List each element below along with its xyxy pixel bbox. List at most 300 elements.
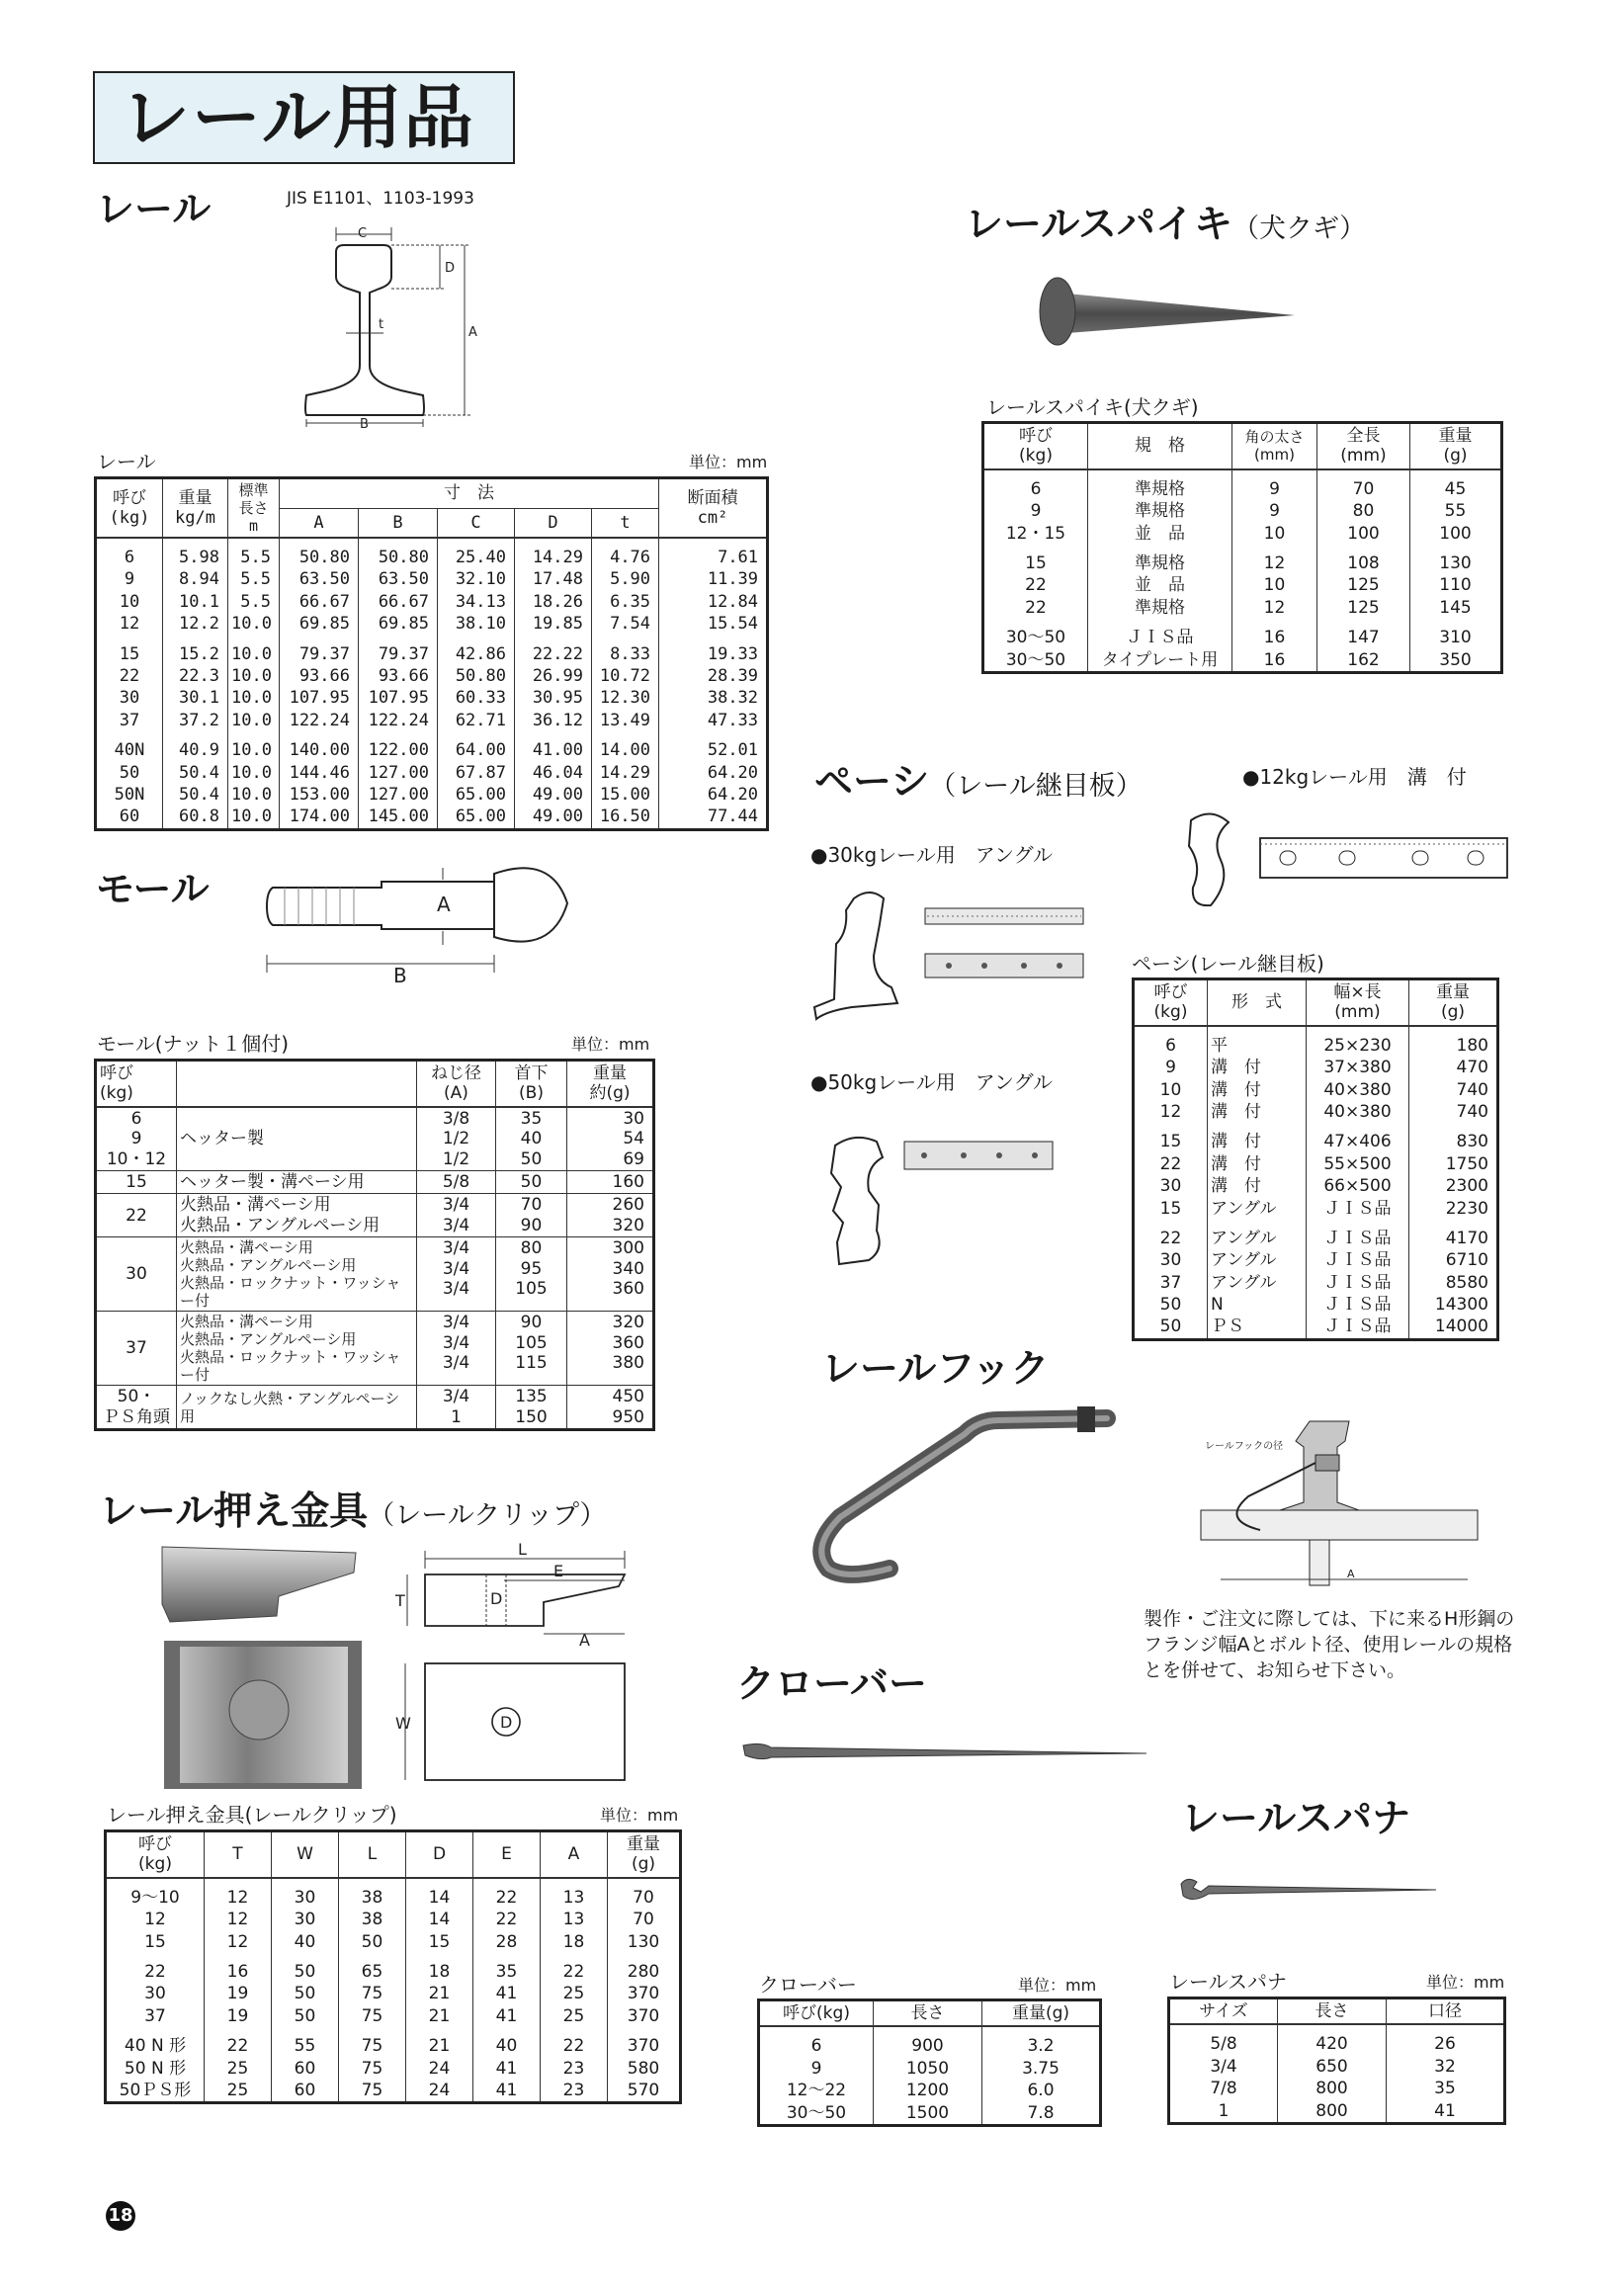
rail-standard: JIS E1101、1103-1993 — [287, 189, 474, 209]
cell-weight: 130 — [608, 1931, 681, 1953]
cell-length: 162 — [1317, 649, 1410, 673]
cell-nominal: 15 — [96, 1170, 177, 1193]
cell-weight: 5.98 — [163, 538, 228, 568]
mole-th-desc — [177, 1061, 417, 1107]
cell-weight: 60.8 — [163, 806, 228, 829]
cell-area: 77.44 — [659, 806, 768, 829]
cell-a: 93.66 — [280, 665, 359, 687]
cell-desc: ヘッター製・溝ペーシ用 — [177, 1170, 417, 1193]
rail-dim-a: A — [468, 325, 477, 340]
table-row — [96, 613, 768, 635]
cell-l: 38 — [339, 1909, 406, 1930]
mole-bolt-shape — [267, 882, 494, 929]
cell-w: 40 — [272, 1931, 339, 1953]
cell-weight: 470 — [1409, 1057, 1498, 1078]
mole-table-caption: モール(ナット１個付) — [97, 1032, 290, 1056]
cell-t: 25 — [205, 2080, 272, 2103]
spanner-th-size: サイズ — [1169, 1998, 1278, 2025]
clip-dim-l: L — [518, 1540, 527, 1559]
mole-th-nominal: 呼び (kg) — [96, 1061, 177, 1107]
cell-thickness: 9 — [1232, 469, 1317, 500]
cell-a: 22 — [541, 2027, 608, 2057]
cell-nominal: 50 — [96, 762, 163, 784]
cell-l: 65 — [339, 1953, 406, 1983]
table-row — [96, 710, 768, 731]
cell-size: 47×406 — [1307, 1123, 1409, 1152]
cell-weight: 3.2 — [982, 2026, 1101, 2057]
cell-weight: 100 — [1410, 523, 1502, 545]
cell-c: 38.10 — [438, 613, 515, 635]
cell-size: 25×230 — [1307, 1026, 1409, 1057]
table-row — [96, 665, 768, 687]
table-row — [96, 784, 768, 806]
cell-desc: ノックなし火熱・アングルペーシ用 — [177, 1386, 417, 1430]
cell-length: 5.5 — [228, 568, 280, 590]
crowbar-th-nominal: 呼び(kg) — [759, 2000, 874, 2027]
cell-b: 66.67 — [359, 591, 438, 613]
rail-dim-c: C — [358, 226, 368, 241]
rail-dim-b: B — [360, 417, 369, 432]
cell-weight: 300 340 360 — [567, 1237, 654, 1312]
clip-dim-w: W — [395, 1714, 411, 1733]
cell-nominal: 50ＰＳ形 — [106, 2080, 205, 2103]
hook-diagram-label-a: A — [1347, 1568, 1355, 1580]
cell-length: 10.0 — [228, 806, 280, 829]
cell-weight: 370 — [608, 2027, 681, 2057]
fishplate-label-50kg: ●50kgレール用 アングル — [810, 1070, 1053, 1094]
cell-d: 22.22 — [515, 636, 592, 665]
cell-length: 10.0 — [228, 784, 280, 806]
cell-t: 7.54 — [592, 613, 659, 635]
spike-table — [981, 421, 1503, 674]
table-row — [1134, 1198, 1498, 1220]
crowbar-th-weight: 重量(g) — [982, 2000, 1101, 2027]
crowbar-photo — [741, 1740, 1156, 1763]
cell-nominal: 30 — [96, 687, 163, 709]
cell-length: 10.0 — [228, 710, 280, 731]
table-row — [106, 2080, 681, 2103]
cell-d: 18 — [406, 1953, 473, 1983]
cell-type: 溝 付 — [1208, 1175, 1307, 1197]
cell-e: 40 — [473, 2027, 541, 2057]
clip-th-a: A — [541, 1831, 608, 1878]
cell-size: ＪＩＳ品 — [1307, 1294, 1409, 1316]
table-row — [106, 2058, 681, 2080]
table-row — [96, 1170, 654, 1193]
cell-b: 127.00 — [359, 784, 438, 806]
cell-b: 122.00 — [359, 731, 438, 761]
cell-nominal: 6 — [759, 2026, 874, 2057]
cell-type: アングル — [1208, 1198, 1307, 1220]
cell-nominal: 40 N 形 — [106, 2027, 205, 2057]
cell-standard: 並 品 — [1088, 574, 1232, 596]
table-row — [96, 591, 768, 613]
cell-area: 64.20 — [659, 762, 768, 784]
rail-table-unit: 単位：mm — [689, 453, 768, 471]
fishplate-30kg-drawing — [808, 885, 1095, 1023]
cell-thread: 3/4 3/4 3/4 — [417, 1237, 496, 1312]
cell-length: 90 105 115 — [496, 1312, 567, 1386]
cell-weight: 260 320 — [567, 1194, 654, 1237]
cell-a: 22 — [541, 1953, 608, 1983]
cell-length: 800 — [1278, 2078, 1387, 2099]
cell-c: 25.40 — [438, 538, 515, 568]
cell-nominal: 22 — [96, 665, 163, 687]
table-row — [983, 574, 1502, 596]
cell-d: 26.99 — [515, 665, 592, 687]
cell-weight: 130 — [1410, 545, 1502, 574]
clip-th-t: T — [205, 1831, 272, 1878]
cell-nominal: 9 — [1134, 1057, 1208, 1078]
cell-desc: ヘッター製 — [177, 1107, 417, 1171]
cell-nominal: 22 — [1134, 1153, 1208, 1175]
table-row — [106, 1953, 681, 1983]
table-row — [96, 1386, 654, 1430]
cell-c: 32.10 — [438, 568, 515, 590]
spike-th-nominal: 呼び (kg) — [983, 423, 1088, 469]
table-row — [983, 597, 1502, 619]
cell-nominal: 50 — [1134, 1294, 1208, 1316]
cell-nominal: 15 — [106, 1931, 205, 1953]
cell-nominal: 9 — [983, 500, 1088, 522]
cell-e: 28 — [473, 1931, 541, 1953]
cell-b: 50.80 — [359, 538, 438, 568]
hook-diagram-label: レールフックの径 — [1205, 1441, 1284, 1452]
mole-dim-b: B — [393, 964, 407, 987]
cell-nominal: 37 — [106, 2005, 205, 2027]
cell-area: 15.54 — [659, 613, 768, 635]
cell-e: 41 — [473, 1983, 541, 2004]
rail-th-t: t — [592, 508, 659, 538]
cell-t: 12 — [205, 1878, 272, 1909]
cell-type: 溝 付 — [1208, 1153, 1307, 1175]
spike-heading — [965, 203, 1367, 247]
spike-th-length: 全長 (mm) — [1317, 423, 1410, 469]
table-row — [96, 687, 768, 709]
cell-nominal: 22 — [1134, 1220, 1208, 1249]
cell-b: 127.00 — [359, 762, 438, 784]
cell-standard: 並 品 — [1088, 523, 1232, 545]
clip-photo-top — [164, 1641, 362, 1789]
cell-area: 64.20 — [659, 784, 768, 806]
clip-heading-sub: （レールクリップ） — [368, 1500, 607, 1531]
cell-size: ＪＩＳ品 — [1307, 1316, 1409, 1339]
cell-a: 107.95 — [280, 687, 359, 709]
cell-t: 22 — [205, 2027, 272, 2057]
cell-weight: 50.4 — [163, 784, 228, 806]
mole-th-weight: 重量 約(g) — [567, 1061, 654, 1107]
rail-th-b: B — [359, 508, 438, 538]
cell-nominal: 6 — [1134, 1026, 1208, 1057]
cell-diameter: 32 — [1387, 2056, 1505, 2078]
rail-th-c: C — [438, 508, 515, 538]
table-row — [1134, 1272, 1498, 1294]
spanner-table — [1167, 1997, 1506, 2125]
cell-nominal: 60 — [96, 806, 163, 829]
cell-type: 溝 付 — [1208, 1101, 1307, 1123]
cell-nominal: 15 — [1134, 1198, 1208, 1220]
clip-th-l: L — [339, 1831, 406, 1878]
table-row — [1134, 1101, 1498, 1123]
cell-t: 14.29 — [592, 762, 659, 784]
cell-length: 70 90 — [496, 1194, 567, 1237]
cell-weight: 55 — [1410, 500, 1502, 522]
cell-e: 22 — [473, 1878, 541, 1909]
cell-weight: 145 — [1410, 597, 1502, 619]
cell-d: 19.85 — [515, 613, 592, 635]
table-row — [96, 1237, 654, 1312]
cell-weight: 320 360 380 — [567, 1312, 654, 1386]
table-row — [96, 762, 768, 784]
cell-t: 12.30 — [592, 687, 659, 709]
rail-heading: レール — [96, 188, 212, 232]
cell-nominal: 37 — [96, 1312, 177, 1386]
cell-length: 80 95 105 — [496, 1237, 567, 1312]
cell-size: 3/4 — [1169, 2056, 1278, 2078]
cell-l: 75 — [339, 2027, 406, 2057]
cell-thread: 5/8 — [417, 1170, 496, 1193]
cell-a: 25 — [541, 1983, 608, 2004]
cell-b: 69.85 — [359, 613, 438, 635]
fishplate-heading — [814, 760, 1143, 805]
cell-t: 16.50 — [592, 806, 659, 829]
cell-area: 11.39 — [659, 568, 768, 590]
clip-table-unit: 単位：mm — [600, 1806, 679, 1825]
cell-w: 55 — [272, 2027, 339, 2057]
fishplate-12kg-drawing — [1181, 808, 1517, 922]
cell-standard: ＪＩＳ品 — [1088, 619, 1232, 648]
cell-e: 22 — [473, 1909, 541, 1930]
cell-weight: 6710 — [1409, 1249, 1498, 1271]
cell-weight: 180 — [1409, 1026, 1498, 1057]
hook-drawing — [1201, 1411, 1487, 1594]
cell-d: 18.26 — [515, 591, 592, 613]
spanner-th-length: 長さ — [1278, 1998, 1387, 2025]
clip-dim-t: T — [395, 1591, 405, 1610]
cell-area: 12.84 — [659, 591, 768, 613]
cell-d: 30.95 — [515, 687, 592, 709]
cell-b: 63.50 — [359, 568, 438, 590]
cell-weight: 6.0 — [982, 2080, 1101, 2101]
cell-d: 49.00 — [515, 784, 592, 806]
cell-a: 79.37 — [280, 636, 359, 665]
cell-c: 62.71 — [438, 710, 515, 731]
cell-nominal: 9 — [759, 2058, 874, 2080]
cell-e: 41 — [473, 2005, 541, 2027]
table-row — [106, 1909, 681, 1930]
cell-thickness: 12 — [1232, 597, 1317, 619]
rail-th-nominal: 呼び (kg) — [96, 478, 163, 539]
cell-weight: 740 — [1409, 1101, 1498, 1123]
cell-weight: 70 — [608, 1878, 681, 1909]
cell-nominal: 15 — [96, 636, 163, 665]
cell-length: 108 — [1317, 545, 1410, 574]
cell-nominal: 10 — [1134, 1079, 1208, 1101]
cell-thread: 3/4 3/4 — [417, 1194, 496, 1237]
rail-th-length: 標準 長さ m — [228, 478, 280, 539]
cell-nominal: 9 — [96, 568, 163, 590]
table-row — [1169, 2078, 1505, 2099]
cell-w: 50 — [272, 2005, 339, 2027]
clip-dim-a: A — [579, 1631, 590, 1650]
cell-nominal: 50・ ＰＳ角頭 — [96, 1386, 177, 1430]
cell-e: 41 — [473, 2080, 541, 2103]
cell-b: 145.00 — [359, 806, 438, 829]
cell-size: 55×500 — [1307, 1153, 1409, 1175]
cell-a: 174.00 — [280, 806, 359, 829]
cell-weight: 4170 — [1409, 1220, 1498, 1249]
cell-nominal: 30～50 — [983, 619, 1088, 648]
cell-nominal: 50N — [96, 784, 163, 806]
rail-th-d: D — [515, 508, 592, 538]
cell-type: N — [1208, 1294, 1307, 1316]
cell-b: 93.66 — [359, 665, 438, 687]
table-row — [96, 1107, 654, 1171]
cell-c: 64.00 — [438, 731, 515, 761]
cell-t: 12 — [205, 1931, 272, 1953]
cell-a: 69.85 — [280, 613, 359, 635]
clip-dim-d-top: D — [500, 1713, 513, 1732]
table-row — [96, 1312, 654, 1386]
cell-weight: 830 — [1409, 1123, 1498, 1152]
table-row — [106, 1931, 681, 1953]
clip-th-nominal: 呼び (kg) — [106, 1831, 205, 1878]
cell-weight: 70 — [608, 1909, 681, 1930]
table-row — [983, 523, 1502, 545]
spike-th-standard: 規 格 — [1088, 423, 1232, 469]
cell-length: 1050 — [874, 2058, 982, 2080]
cell-weight: 30.1 — [163, 687, 228, 709]
cell-t: 10.72 — [592, 665, 659, 687]
cell-length: 900 — [874, 2026, 982, 2057]
cell-d: 21 — [406, 2005, 473, 2027]
cell-size: 40×380 — [1307, 1079, 1409, 1101]
table-row — [983, 545, 1502, 574]
cell-diameter: 35 — [1387, 2078, 1505, 2099]
table-row — [106, 2005, 681, 2027]
cell-thickness: 12 — [1232, 545, 1317, 574]
cell-thread: 3/8 1/2 1/2 — [417, 1107, 496, 1171]
cell-type: アングル — [1208, 1272, 1307, 1294]
table-row — [1169, 2056, 1505, 2078]
hook-heading: レールフック — [821, 1347, 1050, 1392]
cell-d: 46.04 — [515, 762, 592, 784]
cell-a: 50.80 — [280, 538, 359, 568]
cell-weight: 15.2 — [163, 636, 228, 665]
cell-area: 28.39 — [659, 665, 768, 687]
cell-c: 42.86 — [438, 636, 515, 665]
cell-standard: 準規格 — [1088, 469, 1232, 500]
cell-length: 80 — [1317, 500, 1410, 522]
fishplate-table-caption: ペーシ(レール継目板) — [1132, 952, 1324, 976]
cell-size: 5/8 — [1169, 2024, 1278, 2055]
cell-l: 38 — [339, 1878, 406, 1909]
cell-length: 10.0 — [228, 762, 280, 784]
cell-a: 13 — [541, 1909, 608, 1930]
page-number: 18 — [106, 2201, 135, 2231]
table-row — [759, 2026, 1101, 2057]
cell-size: ＪＩＳ品 — [1307, 1272, 1409, 1294]
mole-bolt-diagram — [265, 860, 591, 988]
cell-t: 19 — [205, 1983, 272, 2004]
cell-b: 107.95 — [359, 687, 438, 709]
cell-desc: 火熱品・溝ペーシ用 火熱品・アングルペーシ用 火熱品・ロックナット・ワッシャー付 — [177, 1312, 417, 1386]
crowbar-heading: クローバー — [736, 1662, 928, 1707]
cell-b: 122.24 — [359, 710, 438, 731]
cell-c: 65.00 — [438, 784, 515, 806]
cell-thread: 3/4 1 — [417, 1386, 496, 1430]
cell-weight: 14000 — [1409, 1316, 1498, 1339]
cell-t: 19 — [205, 2005, 272, 2027]
cell-length: 50 — [496, 1170, 567, 1193]
cell-t: 8.33 — [592, 636, 659, 665]
cell-d: 17.48 — [515, 568, 592, 590]
cell-area: 7.61 — [659, 538, 768, 568]
cell-a: 140.00 — [280, 731, 359, 761]
cell-nominal: 22 — [983, 597, 1088, 619]
clip-dim-e: E — [553, 1562, 564, 1580]
cell-nominal: 50 N 形 — [106, 2058, 205, 2080]
crowbar-table-caption: クローバー — [759, 1973, 857, 1997]
cell-weight: 280 — [608, 1953, 681, 1983]
cell-a: 153.00 — [280, 784, 359, 806]
rail-dim-d: D — [445, 261, 456, 276]
cell-t: 6.35 — [592, 591, 659, 613]
cell-nominal: 12～22 — [759, 2080, 874, 2101]
table-row — [1134, 1175, 1498, 1197]
cell-weight: 45 — [1410, 469, 1502, 500]
cell-thickness: 9 — [1232, 500, 1317, 522]
cell-thread: 3/4 3/4 3/4 — [417, 1312, 496, 1386]
cell-size: 40×380 — [1307, 1101, 1409, 1123]
cell-size: 37×380 — [1307, 1057, 1409, 1078]
cell-d: 14 — [406, 1909, 473, 1930]
cell-type: アングル — [1208, 1220, 1307, 1249]
clip-drawing — [395, 1535, 633, 1802]
cell-size: 66×500 — [1307, 1175, 1409, 1197]
cell-size: ＪＩＳ品 — [1307, 1198, 1409, 1220]
cell-nominal: 30 — [106, 1983, 205, 2004]
cell-size: ＪＩＳ品 — [1307, 1220, 1409, 1249]
cell-type: アングル — [1208, 1249, 1307, 1271]
table-row — [1134, 1123, 1498, 1152]
mole-dim-a: A — [437, 893, 451, 916]
cell-standard: 準規格 — [1088, 500, 1232, 522]
table-row — [1134, 1220, 1498, 1249]
cell-e: 35 — [473, 1953, 541, 1983]
fishplate-label-30kg: ●30kgレール用 アングル — [810, 843, 1053, 867]
clip-heading — [99, 1489, 607, 1534]
rail-dim-t: t — [379, 317, 384, 332]
mole-table — [94, 1059, 655, 1431]
cell-c: 34.13 — [438, 591, 515, 613]
cell-nominal: 22 — [96, 1194, 177, 1237]
cell-length: 5.5 — [228, 538, 280, 568]
cell-desc: 火熱品・溝ペーシ用 火熱品・アングルペーシ用 — [177, 1194, 417, 1237]
cell-length: 1200 — [874, 2080, 982, 2101]
table-row — [983, 619, 1502, 648]
cell-weight: 370 — [608, 2005, 681, 2027]
cell-weight: 2300 — [1409, 1175, 1498, 1197]
cell-weight: 22.3 — [163, 665, 228, 687]
spanner-photo — [1179, 1876, 1441, 1904]
cell-nominal: 37 — [96, 710, 163, 731]
cell-nominal: 6 — [96, 538, 163, 568]
clip-top-shape — [425, 1663, 625, 1780]
cell-length: 100 — [1317, 523, 1410, 545]
clip-table — [104, 1829, 682, 2104]
clip-side-shape — [425, 1574, 625, 1626]
